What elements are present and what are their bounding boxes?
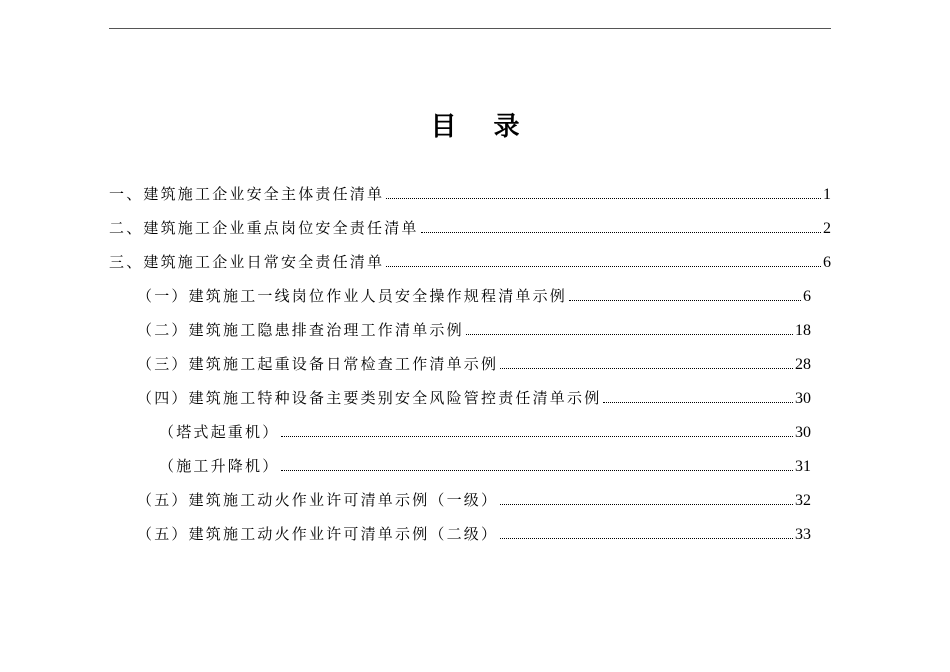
dot-leader xyxy=(386,198,821,199)
toc-entry-page: 1 xyxy=(823,186,831,203)
toc-entry-11[interactable] xyxy=(137,523,811,557)
toc-entry-label: （二）建筑施工隐患排查治理工作清单示例 xyxy=(137,321,464,339)
dot-leader xyxy=(569,300,801,301)
toc-entry-6[interactable] xyxy=(137,353,811,387)
toc-entry-page: 31 xyxy=(795,458,811,475)
toc-entry-page: 6 xyxy=(823,254,831,271)
dot-leader xyxy=(466,334,793,335)
toc-entry-7[interactable] xyxy=(137,387,811,421)
dot-leader xyxy=(421,232,821,233)
toc-entry-page: 30 xyxy=(795,390,811,407)
toc-entry-label: （一）建筑施工一线岗位作业人员安全操作规程清单示例 xyxy=(137,287,568,305)
toc-entry-page: 18 xyxy=(795,322,811,339)
dot-leader xyxy=(603,402,793,403)
toc-entry-page: 32 xyxy=(795,492,811,509)
toc-entry-page: 6 xyxy=(803,288,811,305)
toc-entry-4[interactable] xyxy=(137,285,811,319)
dot-leader xyxy=(386,266,821,267)
toc-entry-8[interactable] xyxy=(159,421,811,455)
toc-title: 目 录 xyxy=(430,112,534,142)
toc-entry-2[interactable] xyxy=(109,217,831,251)
toc-entry-1[interactable] xyxy=(109,183,831,217)
toc-entry-page: 33 xyxy=(795,526,811,543)
toc-entry-3[interactable] xyxy=(109,251,831,285)
toc-entry-label: （三）建筑施工起重设备日常检查工作清单示例 xyxy=(137,355,499,373)
header-rule xyxy=(109,28,831,29)
dot-leader xyxy=(500,504,793,505)
toc-entry-page: 2 xyxy=(823,220,831,237)
toc-entry-label: 二、建筑施工企业重点岗位安全责任清单 xyxy=(109,219,419,237)
dot-leader xyxy=(500,368,793,369)
dot-leader xyxy=(281,470,793,471)
dot-leader xyxy=(281,436,793,437)
toc-entry-10[interactable] xyxy=(137,489,811,523)
toc-entry-label: （五）建筑施工动火作业许可清单示例（二级） xyxy=(137,525,499,543)
toc-entry-page: 30 xyxy=(795,424,811,441)
toc-entry-9[interactable] xyxy=(159,455,811,489)
toc-entry-label: （施工升降机） xyxy=(159,457,280,475)
toc-entry-label: 一、建筑施工企业安全主体责任清单 xyxy=(109,185,385,203)
toc-entry-label: （五）建筑施工动火作业许可清单示例（一级） xyxy=(137,491,499,509)
table-of-contents xyxy=(109,183,831,557)
dot-leader xyxy=(500,538,793,539)
toc-entry-label: （四）建筑施工特种设备主要类别安全风险管控责任清单示例 xyxy=(137,389,602,407)
toc-entry-label: 三、建筑施工企业日常安全责任清单 xyxy=(109,253,385,271)
toc-entry-label: （塔式起重机） xyxy=(159,423,280,441)
toc-entry-5[interactable] xyxy=(137,319,811,353)
toc-entry-page: 28 xyxy=(795,356,811,373)
